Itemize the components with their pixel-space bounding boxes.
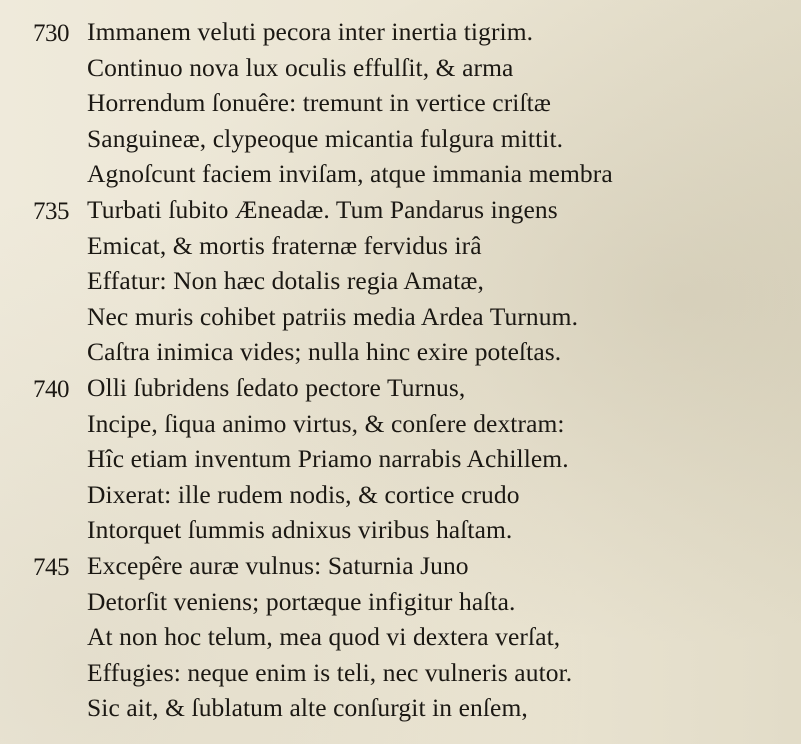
verse-text: Horrendum ſonuêre: tremunt in vertice criſtæ: [87, 88, 551, 118]
verse-text: Emicat, & mortis fraternæ fervidus irâ: [87, 230, 482, 260]
line-number: 740: [33, 375, 69, 403]
verse-line: [0, 584, 801, 620]
verse-line: [0, 548, 801, 584]
verse-line: [0, 228, 801, 264]
verse-text: Detorſit veniens; portæque infigitur haſta.: [87, 586, 516, 616]
verse-block: [0, 14, 801, 726]
verse-text: Continuo nova lux oculis effulſit, & arma: [87, 52, 514, 82]
verse-line: [0, 690, 801, 726]
verse-text: Intorquet ſummis adnixus viribus haſtam.: [87, 515, 513, 545]
verse-line: [0, 406, 801, 442]
verse-line: [0, 121, 801, 157]
verse-text: Effatur: Non hæc dotalis regia Amatæ,: [87, 266, 484, 296]
verse-text: Effugies: neque enim is teli, nec vulneris autor.: [87, 657, 573, 687]
verse-text: Turbati ſubito Æneadæ. Tum Pandarus ingens: [87, 194, 558, 224]
verse-line: [0, 14, 801, 50]
verse-text: Caſtra inimica vides; nulla hinc exire poteſtas.: [87, 337, 562, 367]
verse-line: [0, 334, 801, 370]
verse-line: [0, 655, 801, 691]
verse-text: Hîc etiam inventum Priamo narrabis Achillem.: [87, 444, 569, 474]
verse-line: [0, 370, 801, 406]
verse-line: [0, 192, 801, 228]
verse-line: [0, 156, 801, 192]
verse-text: At non hoc telum, mea quod vi dextera verſat,: [87, 622, 561, 652]
verse-line: [0, 299, 801, 335]
verse-text: Nec muris cohibet patriis media Ardea Turnum.: [87, 301, 579, 331]
verse-line: [0, 619, 801, 655]
verse-text: Incipe, ſiqua animo virtus, & conſere dextram:: [87, 408, 565, 438]
verse-line: [0, 477, 801, 513]
verse-line: [0, 50, 801, 86]
line-number: 745: [33, 553, 69, 581]
verse-line: [0, 441, 801, 477]
verse-text: Agnoſcunt faciem inviſam, atque immania membra: [87, 159, 613, 189]
line-number: 735: [33, 197, 69, 225]
verse-line: [0, 85, 801, 121]
line-number: 730: [33, 20, 69, 47]
verse-line: [0, 263, 801, 299]
verse-text: Sanguineæ, clypeoque micantia fulgura mittit.: [87, 123, 564, 153]
verse-text: Sic ait, & ſublatum alte conſurgit in enſem,: [87, 693, 528, 723]
verse-line: [0, 512, 801, 548]
verse-text: Dixerat: ille rudem nodis, & cortice crudo: [87, 479, 520, 509]
verse-text: Excepêre auræ vulnus: Saturnia Juno: [87, 550, 469, 580]
verse-text: Immanem veluti pecora inter inertia tigrim.: [87, 17, 534, 46]
verse-text: Olli ſubridens ſedato pectore Turnus,: [87, 372, 466, 402]
